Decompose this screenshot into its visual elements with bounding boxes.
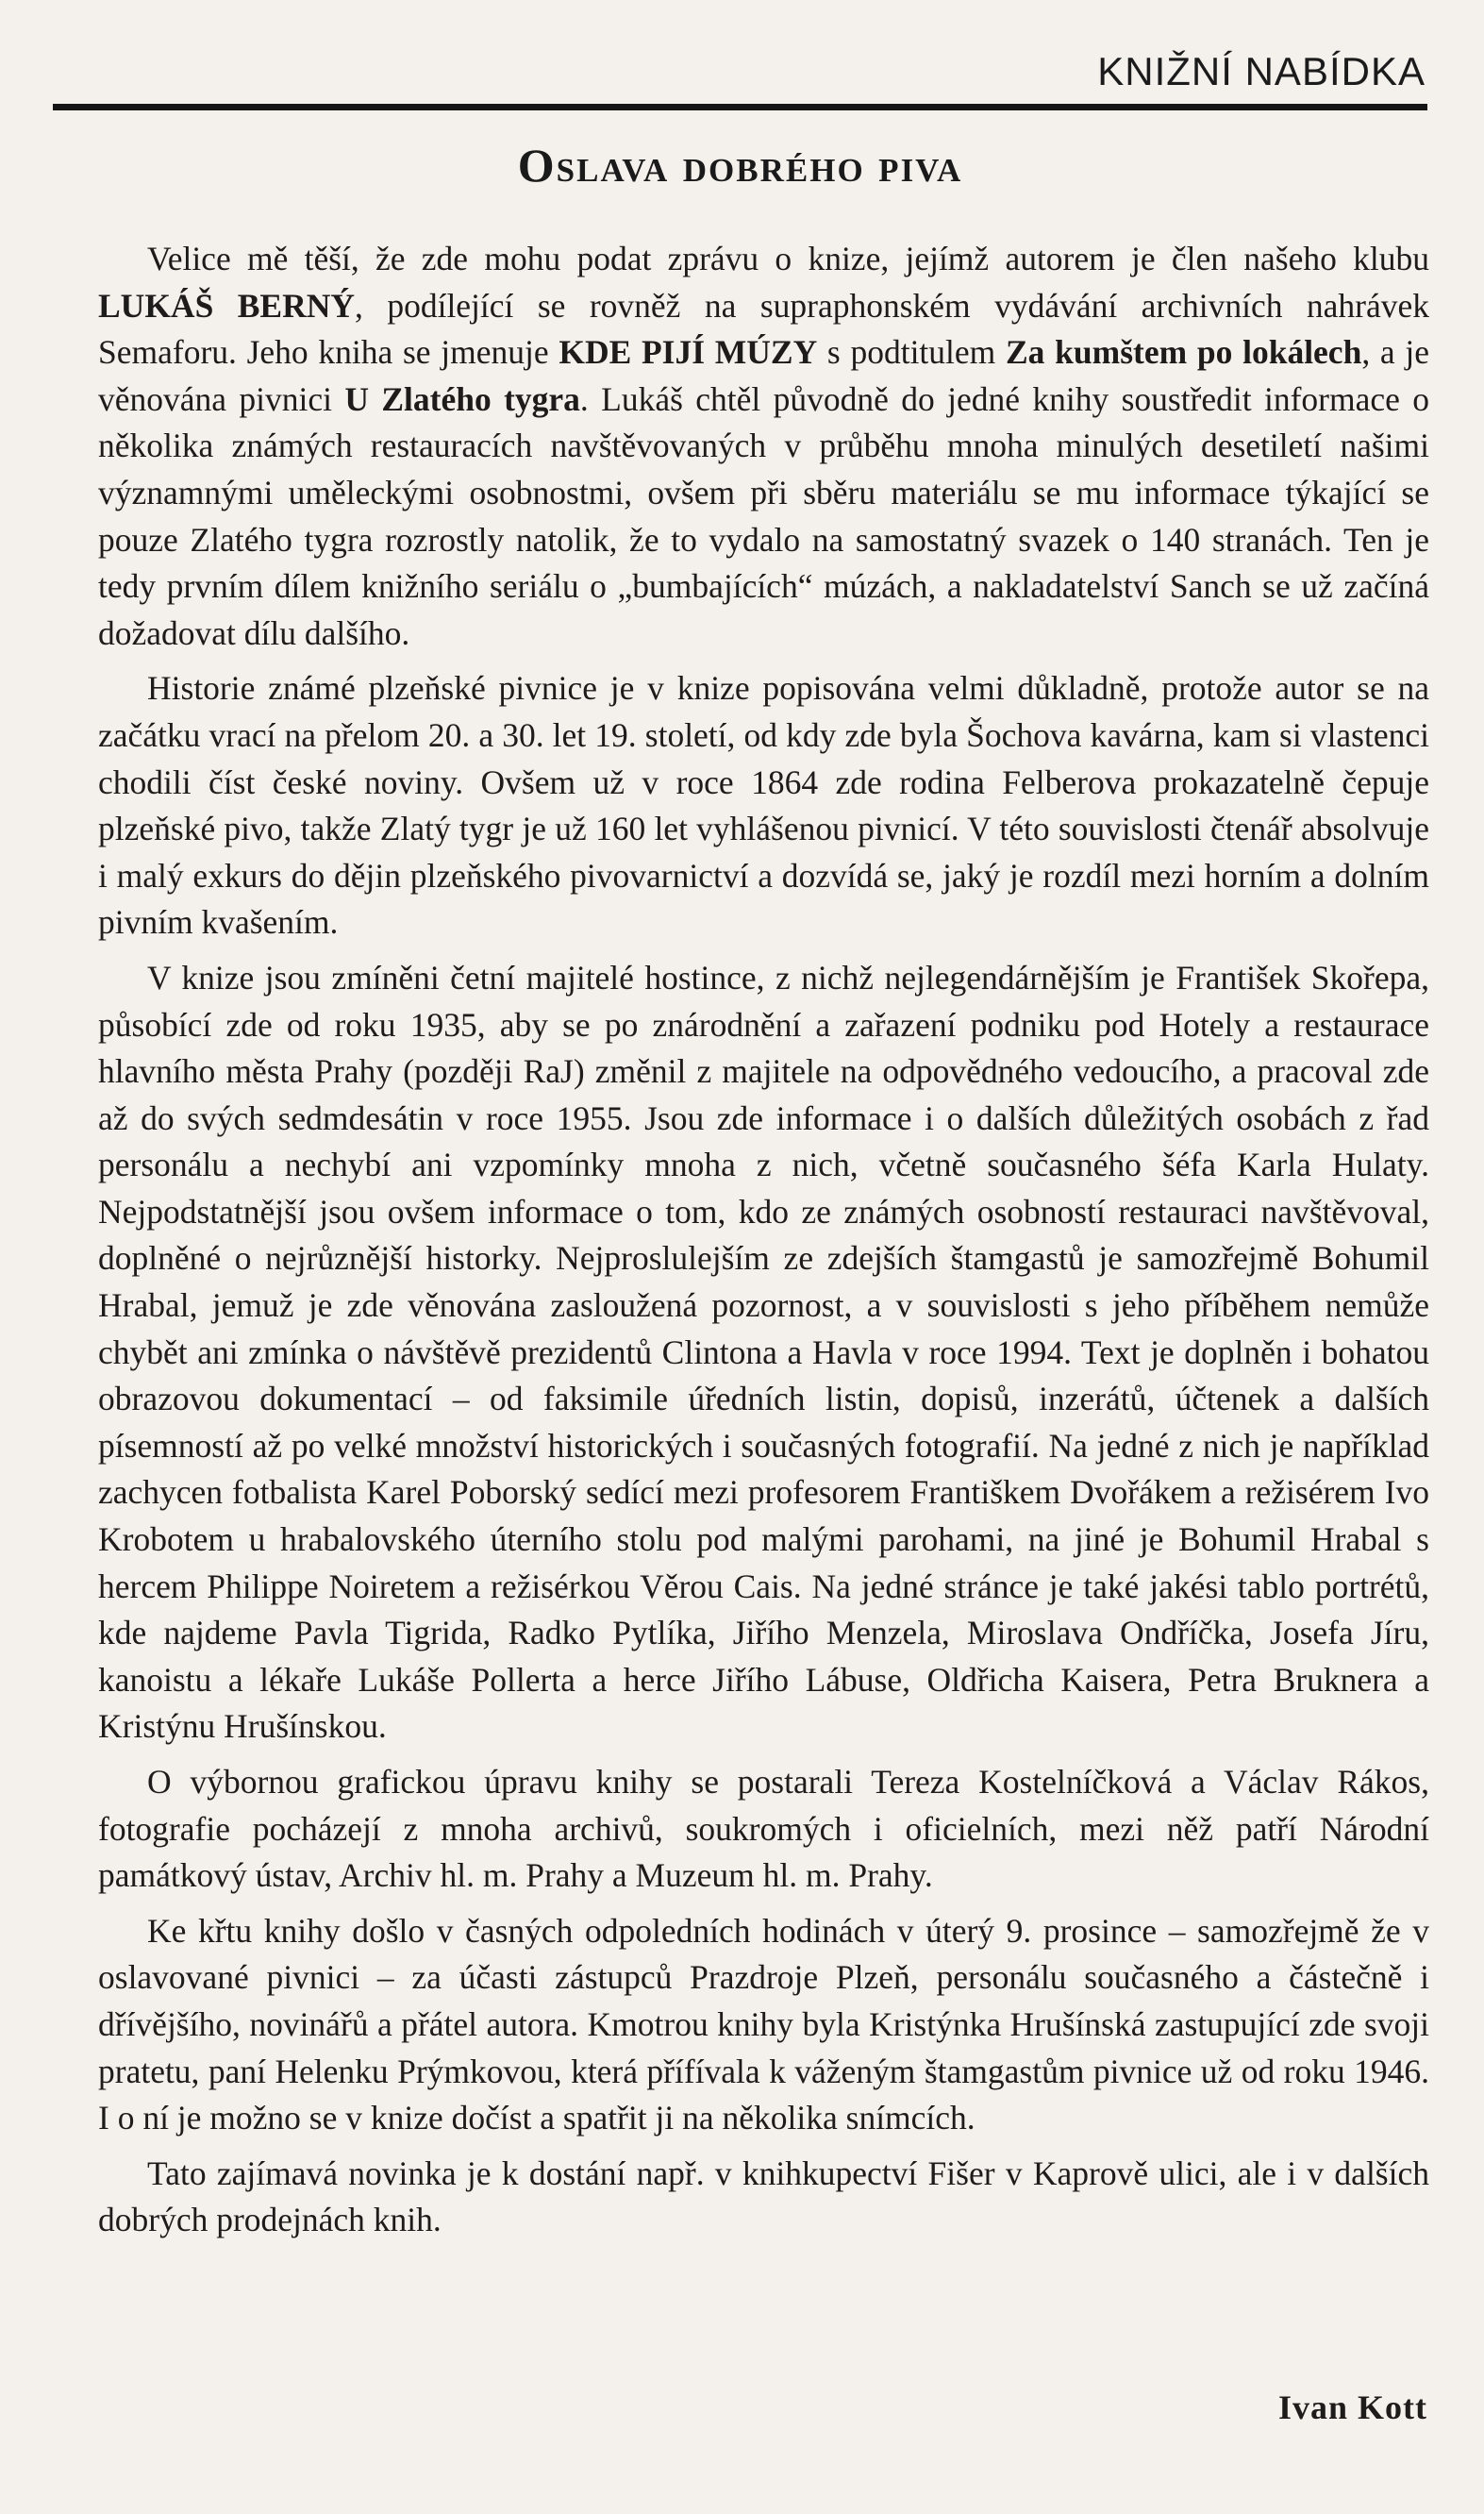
paragraph-1-text-d: , a je věnována pivnici [98, 333, 1429, 418]
paragraph-1-text-c: s podtitulem [817, 333, 1006, 372]
author-name: LUKÁŠ BERNÝ [98, 286, 356, 325]
paragraph-4: O výbornou grafickou úpravu knihy se postarali Tereza Kostelníčková a Václav Rákos, fotografie pocházejí z mnoha archivů, soukromých i oficielních, mezi něž patří Národní památkový ústav, Archiv hl. m. Prahy a Muzeum hl. m. Prahy. [98, 1763, 1429, 1895]
paragraph-1 [98, 236, 1429, 657]
book-title: KDE PIJÍ MÚZY [559, 333, 818, 372]
book-subtitle: Za kumštem po lokálech [1006, 333, 1362, 372]
paragraph-1-text-b: , podílející se rovněž na supraphonském vydávání archivních nahrávek Semaforu. Jeho kniha se jmenuje [98, 286, 1429, 372]
paragraph-2: Historie známé plzeňské pivnice je v knize popisována velmi důkladně, protože autor se na začátku vrací na přelom 20. a 30. let 19. století, od kdy zde byla Šochova kavárna, kam si vlastenci chodili číst české noviny. Ovšem už v roce 1864 zde rodina Felberova prokazatelně čepuje plzeňské pivo, takže Zlatý tygr je už 160 let vyhlášenou pivnicí. V této souvislosti čtenář absolvuje i malý exkurs do dějin plzeňského pivovarnictví a dozvídá se, jaký je rozdíl mezi horním a dolním pivním kvašením. [98, 669, 1429, 942]
section-label: KNIŽNÍ NABÍDKA [1097, 49, 1426, 93]
article-signature: Ivan Kott [1277, 2388, 1427, 2426]
paragraph-3: V knize jsou zmíněni četní majitelé hostince, z nichž nejlegendárnějším je František Skořepa, působící zde od roku 1935, aby se po znárodnění a zařazení podniku pod Hotely a restaurace hlavního města Prahy (později RaJ) změnil z majitele na odpovědného vedoucího, a pracoval zde až do svých sedmdesátin v roce 1955. Jsou zde informace i o dalších důležitých osobách z řad personálu a nechybí ani vzpomínky mnoha z nich, včetně současného šéfa Karla Hulaty. Nejpodstatnější jsou ovšem informace o tom, kdo ze známých osobností restauraci navštěvoval, doplněné o nejrůznější historky. Nejproslulejším ze zdejších štamgastů je samozřejmě Bohumil Hrabal, jemuž je zde věnována zasloužená pozornost, a v souvislosti s jeho příběhem nemůže chybět ani zmínka o návštěvě prezidentů Clintona a Havla v roce 1994. Text je doplněn i bohatou obrazovou dokumentací – od faksimile úředních listin, dopisů, inzerátů, účtenek a dalších písemností až po velké množství historických i současných fotografií. Na jedné z nich je například zachycen fotbalista Karel Poborský sedící mezi profesorem Františkem Dvořákem a režisérem Ivo Krobotem u hrabalovského úterního stolu pod malými parohami, na jiné je Bohumil Hrabal s hercem Philippe Noiretem a režisérkou Věrou Cais. Na jedné stránce je také jakési tablo portrétů, kde najdeme Pavla Tigrida, Radko Pytlíka, Jiřího Menzela, Miroslava Ondříčka, Josefa Jíru, kanoistu a lékaře Lukáše Pollerta a herce Jiřího Lábuse, Oldřicha Kaisera, Petra Bruknera a Kristýnu Hrušínskou. [98, 958, 1429, 1746]
pub-name: U Zlatého tygra [344, 379, 580, 418]
paragraph-1-text-e: . Lukáš chtěl původně do jedné knihy soustředit informace o několika známých restauracích navštěvovaných v průběhu mnoha minulých desetiletí našimi významnými uměleckými osobnostmi, ovšem při sběru materiálu se mu informace týkající se pouze Zlatého tygra rozrostly natolik, že to vydalo na samostatný svazek o 140 stranách. Ten je tedy prvním dílem knižního seriálu o „bumbajících“ múzách, a nakladatelství Sanch se už začíná dožadovat dílu dalšího. [98, 379, 1429, 652]
paragraph-5: Ke křtu knihy došlo v časných odpoledních hodinách v úterý 9. prosince – samozřejmě že v oslavované pivnici – za účasti zástupců Prazdroje Plzeň, personálu současného a částečně i dřívějšího, novinářů a přátel autora. Kmotrou knihy byla Kristýnka Hrušínská zastupující zde svoji pratetu, paní Helenku Prýmkovou, která přífívala k váženým štamgastům pivnice už od roku 1946. I o ní je možno se v knize dočíst a spatřit ji na několika snímcích. [98, 1911, 1429, 2137]
article-body [98, 236, 1429, 2253]
paragraph-6: Tato zajímavá novinka je k dostání např. v knihkupectví Fišer v Kaprově ulici, ale i v dalších dobrých prodejnách knih. [98, 2154, 1429, 2239]
header-rule [53, 104, 1427, 110]
paragraph-1-text-a: Velice mě těší, že zde mohu podat zprávu o knize, jejímž autorem je člen našeho klubu [147, 240, 1429, 277]
article-title: Oslava dobrého piva [517, 139, 963, 192]
